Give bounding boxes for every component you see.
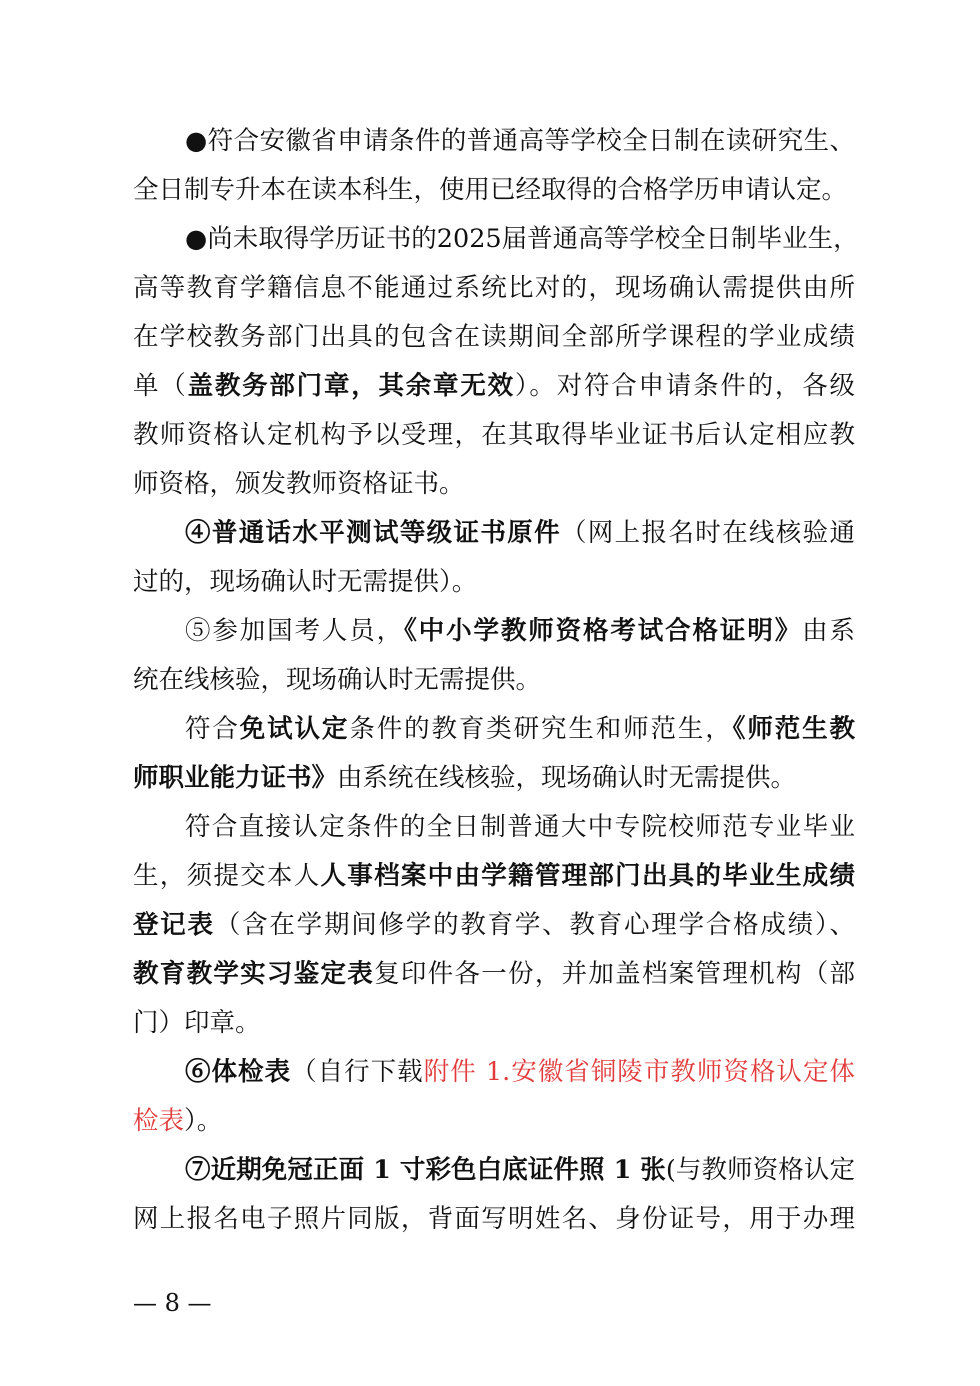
text-line [133, 607, 855, 656]
text-segment: 条件的教育类研究生和师范生， [349, 714, 733, 744]
text-line [133, 313, 855, 362]
text-line [133, 1146, 855, 1195]
text-segment: （含在学期间修学的教育学、教育心理学合格成绩）、 [214, 910, 855, 940]
emphasis-text: 登记表 [133, 910, 215, 940]
text-segment: 生，须提交本人 [133, 861, 321, 891]
attachment-reference: 检表 [133, 1106, 185, 1136]
text-segment: 师资格，颁发教师资格证书。 [133, 469, 465, 499]
text-segment: ●尚未取得学历证书的2025届普通高等学校全日制毕业生， [185, 224, 859, 254]
text-segment: 复印件各一份，并加盖档案管理机构（部 [374, 959, 855, 989]
text-line [133, 509, 855, 558]
emphasis-text: 教育教学实习鉴定表 [133, 959, 375, 989]
emphasis-text: 《师范生教 [732, 714, 855, 744]
text-line [133, 852, 855, 901]
text-line [133, 1097, 855, 1146]
text-segment: （网上报名时在线核验通 [560, 518, 855, 548]
text-segment: 由系统在线核验，现场确认时无需提供。 [337, 763, 797, 793]
text-segment: 单（ [133, 371, 188, 401]
text-line [133, 754, 855, 803]
text-segment: 符合直接认定条件的全日制普通大中专院校师范专业毕业 [185, 812, 855, 842]
text-segment: 在学校教务部门出具的包含在读期间全部所学课程的学业成绩 [133, 322, 855, 352]
text-line [133, 999, 855, 1048]
text-line [133, 803, 855, 852]
text-line [133, 362, 855, 411]
text-line [133, 215, 859, 264]
text-line [133, 264, 855, 313]
emphasis-text: ④普通话水平测试等级证书原件 [185, 518, 561, 548]
emphasis-text: ⑥体检表 [185, 1057, 292, 1087]
text-line [133, 705, 855, 754]
text-segment: 过的，现场确认时无需提供）。 [133, 567, 478, 597]
document-body [133, 117, 859, 1244]
emphasis-text: 《中小学教师资格考试合格证明》 [404, 616, 803, 646]
text-line [133, 166, 855, 215]
text-line [133, 411, 855, 460]
emphasis-text: ⑦近期免冠正面 1 寸彩色白底证件照 1 张 [185, 1155, 666, 1185]
text-line [133, 901, 855, 950]
text-segment: 门）印章。 [133, 1008, 261, 1038]
emphasis-text: 免试认定 [239, 714, 350, 744]
emphasis-text: 师职业能力证书》 [133, 763, 338, 793]
page-number: — 8 — [133, 1289, 212, 1317]
text-line [133, 1195, 855, 1244]
text-segment: 符合 [185, 714, 240, 744]
text-segment: 全日制专升本在读本科生，使用已经取得的合格学历申请认定。 [133, 175, 848, 205]
text-segment: ⑤参加国考人员， [185, 616, 405, 646]
text-segment: 由系 [802, 616, 855, 646]
text-segment: ）。对符合申请条件的，各级 [514, 371, 855, 401]
text-segment: 高等教育学籍信息不能通过系统比对的，现场确认需提供由所 [133, 273, 855, 303]
emphasis-text: 盖教务部门章，其余章无效 [187, 371, 515, 401]
text-segment: ）。 [184, 1106, 223, 1136]
emphasis-text: 人事档案中由学籍管理部门出具的毕业生成绩 [320, 861, 855, 891]
text-line [133, 460, 855, 509]
text-segment: (与教师资格认定 [665, 1155, 856, 1185]
text-segment: 网上报名电子照片同版，背面写明姓名、身份证号，用于办理 [133, 1204, 855, 1234]
attachment-reference: 附件 1.安徽省铜陵市教师资格认定体 [423, 1057, 855, 1087]
text-line [133, 656, 855, 705]
text-segment: 教师资格认定机构予以受理，在其取得毕业证书后认定相应教 [133, 420, 855, 450]
text-segment: （自行下载 [291, 1057, 424, 1087]
text-segment: ●符合安徽省申请条件的普通高等学校全日制在读研究生、 [185, 126, 855, 156]
text-segment: 统在线核验，现场确认时无需提供。 [133, 665, 542, 695]
text-line [133, 1048, 855, 1097]
text-line [133, 117, 855, 166]
text-line [133, 558, 855, 607]
text-line [133, 950, 855, 999]
